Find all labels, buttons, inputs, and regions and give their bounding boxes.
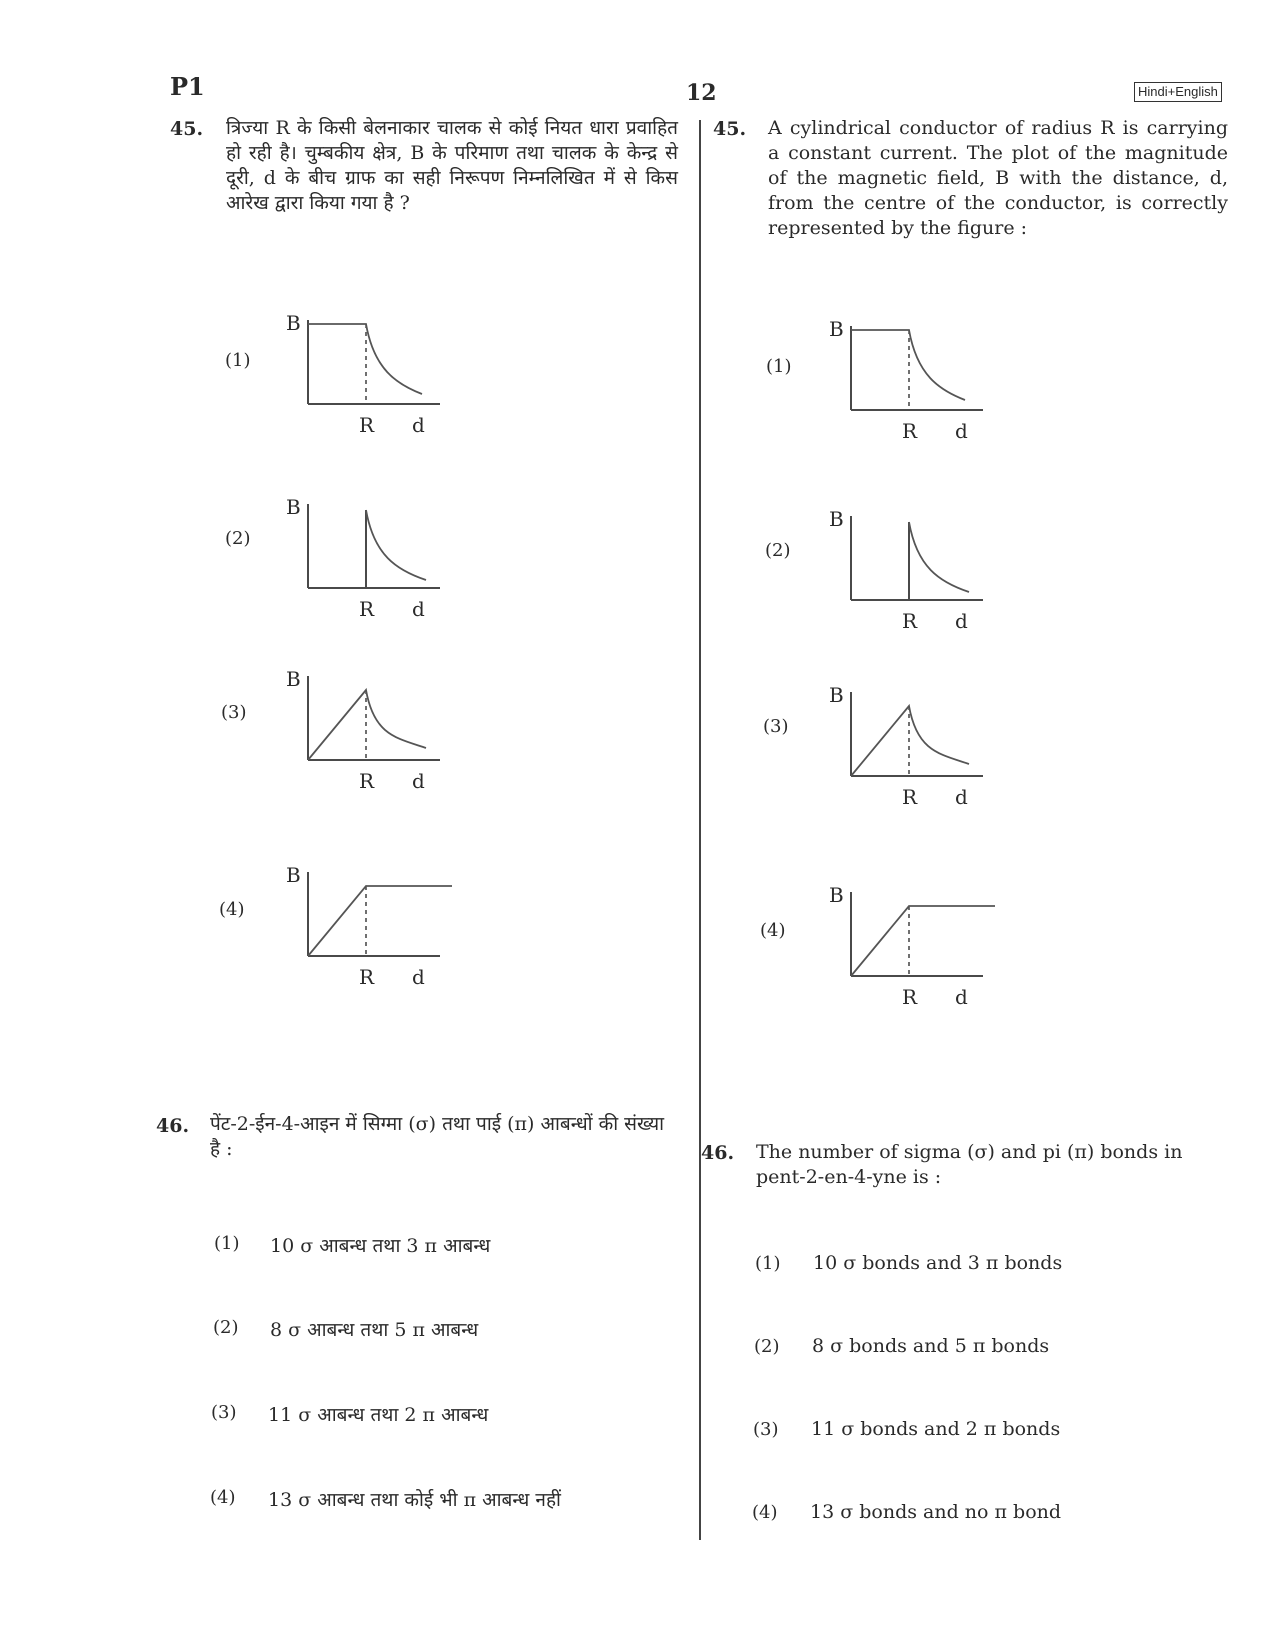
q45-option-4-label-hindi[interactable]: (4) [219,899,245,920]
b-curve [366,510,426,580]
label-d: d [412,965,425,989]
q45-graph-2-english [829,507,993,633]
q46-option-2-text-hindi[interactable]: 8 σ आबन्ध तथा 5 π आबन्ध [270,1319,479,1341]
label-b: B [286,495,301,519]
q45-graph-2-hindi [286,495,450,621]
q46-text-english: The number of sigma (σ) and pi (π) bonds in pent-2-en-4-yne is : [756,1141,1183,1188]
label-b: B [286,311,301,335]
q46-option-2-text-english[interactable]: 8 σ bonds and 5 π bonds [812,1335,1050,1357]
q45-option-3-label-english[interactable]: (3) [763,716,789,737]
q46-option-3-label-english[interactable]: (3) [753,1419,779,1440]
b-curve [308,690,426,760]
label-d: d [955,419,968,443]
q45-number-hindi: 45. [170,118,204,140]
label-b: B [829,507,844,531]
label-b: B [286,667,301,691]
label-r: R [359,597,375,621]
q46-option-1-text-english[interactable]: 10 σ bonds and 3 π bonds [813,1252,1063,1274]
label-d: d [412,413,425,437]
q45-graph-1-hindi [286,311,450,437]
b-curve [851,706,969,776]
language-badge: Hindi+English [1134,82,1222,102]
q45-number-english: 45. [713,118,747,140]
q45-option-1-label-hindi[interactable]: (1) [225,350,251,371]
b-curve [308,324,422,394]
label-d: d [412,769,425,793]
label-b: B [286,863,301,887]
label-r: R [902,609,918,633]
label-b: B [829,317,844,341]
b-curve [851,906,995,976]
q45-graph-3-english [829,683,993,809]
b-curve [851,330,965,400]
b-curve [308,886,452,956]
q46-option-3-label-hindi[interactable]: (3) [211,1402,237,1423]
label-b: B [829,683,844,707]
q45-option-1-label-english[interactable]: (1) [766,356,792,377]
q46-option-1-text-hindi[interactable]: 10 σ आबन्ध तथा 3 π आबन्ध [270,1235,491,1257]
q45-graph-1-english [829,317,993,443]
q46-number-english: 46. [701,1142,735,1164]
column-divider [699,120,701,1540]
q46-option-3-text-hindi[interactable]: 11 σ आबन्ध तथा 2 π आबन्ध [268,1404,489,1426]
q46-option-4-label-english[interactable]: (4) [752,1502,778,1523]
q45-option-4-label-english[interactable]: (4) [760,920,786,941]
q46-option-1-label-english[interactable]: (1) [755,1253,781,1274]
q45-graph-3-hindi [286,667,450,793]
label-d: d [955,985,968,1009]
q46-option-2-label-english[interactable]: (2) [754,1336,780,1357]
label-r: R [359,413,375,437]
q46-number-hindi: 46. [156,1115,190,1137]
q45-graph-4-english [829,883,993,1009]
label-r: R [902,785,918,809]
q46-option-1-label-hindi[interactable]: (1) [214,1233,240,1254]
label-d: d [955,609,968,633]
q45-option-2-label-hindi[interactable]: (2) [225,528,251,549]
q46-option-4-text-english[interactable]: 13 σ bonds and no π bond [810,1501,1062,1523]
label-r: R [902,985,918,1009]
q45-option-3-label-hindi[interactable]: (3) [221,702,247,723]
q46-option-4-label-hindi[interactable]: (4) [210,1487,236,1508]
label-d: d [955,785,968,809]
q46-option-4-text-hindi[interactable]: 13 σ आबन्ध तथा कोई भी π आबन्ध नहीं [268,1489,561,1511]
label-d: d [412,597,425,621]
q46-option-3-text-english[interactable]: 11 σ bonds and 2 π bonds [811,1418,1061,1440]
label-r: R [359,769,375,793]
q46-text-hindi: पेंट-2-ईन-4-आइन में सिग्मा (σ) तथा पाई (π) आबन्धों की संख्या है : [210,1113,665,1160]
q45-option-2-label-english[interactable]: (2) [765,540,791,561]
paper-code: P1 [170,72,205,101]
q45-text-hindi: त्रिज्या R के किसी बेलनाकार चालक से कोई नियत धारा प्रवाहित हो रही है। चुम्बकीय क्षेत्र, B के परिमाण तथा चालक के केन्द्र से दूरी, d के बीच ग्राफ का सही निरूपण निम्नलिखित में से किस आरेख द्वारा किया गया है ? [226,117,678,214]
q45-text-english: A cylindrical conductor of radius R is carrying a constant current. The plot of the magnitude of the magnetic field, B with the distance, d, from the centre of the conductor, is correctly represented by the figure : [768,117,1228,239]
q45-graph-4-hindi [286,863,450,989]
page-number: 12 [686,80,717,106]
label-b: B [829,883,844,907]
q46-option-2-label-hindi[interactable]: (2) [213,1317,239,1338]
b-curve [909,522,969,592]
label-r: R [359,965,375,989]
label-r: R [902,419,918,443]
